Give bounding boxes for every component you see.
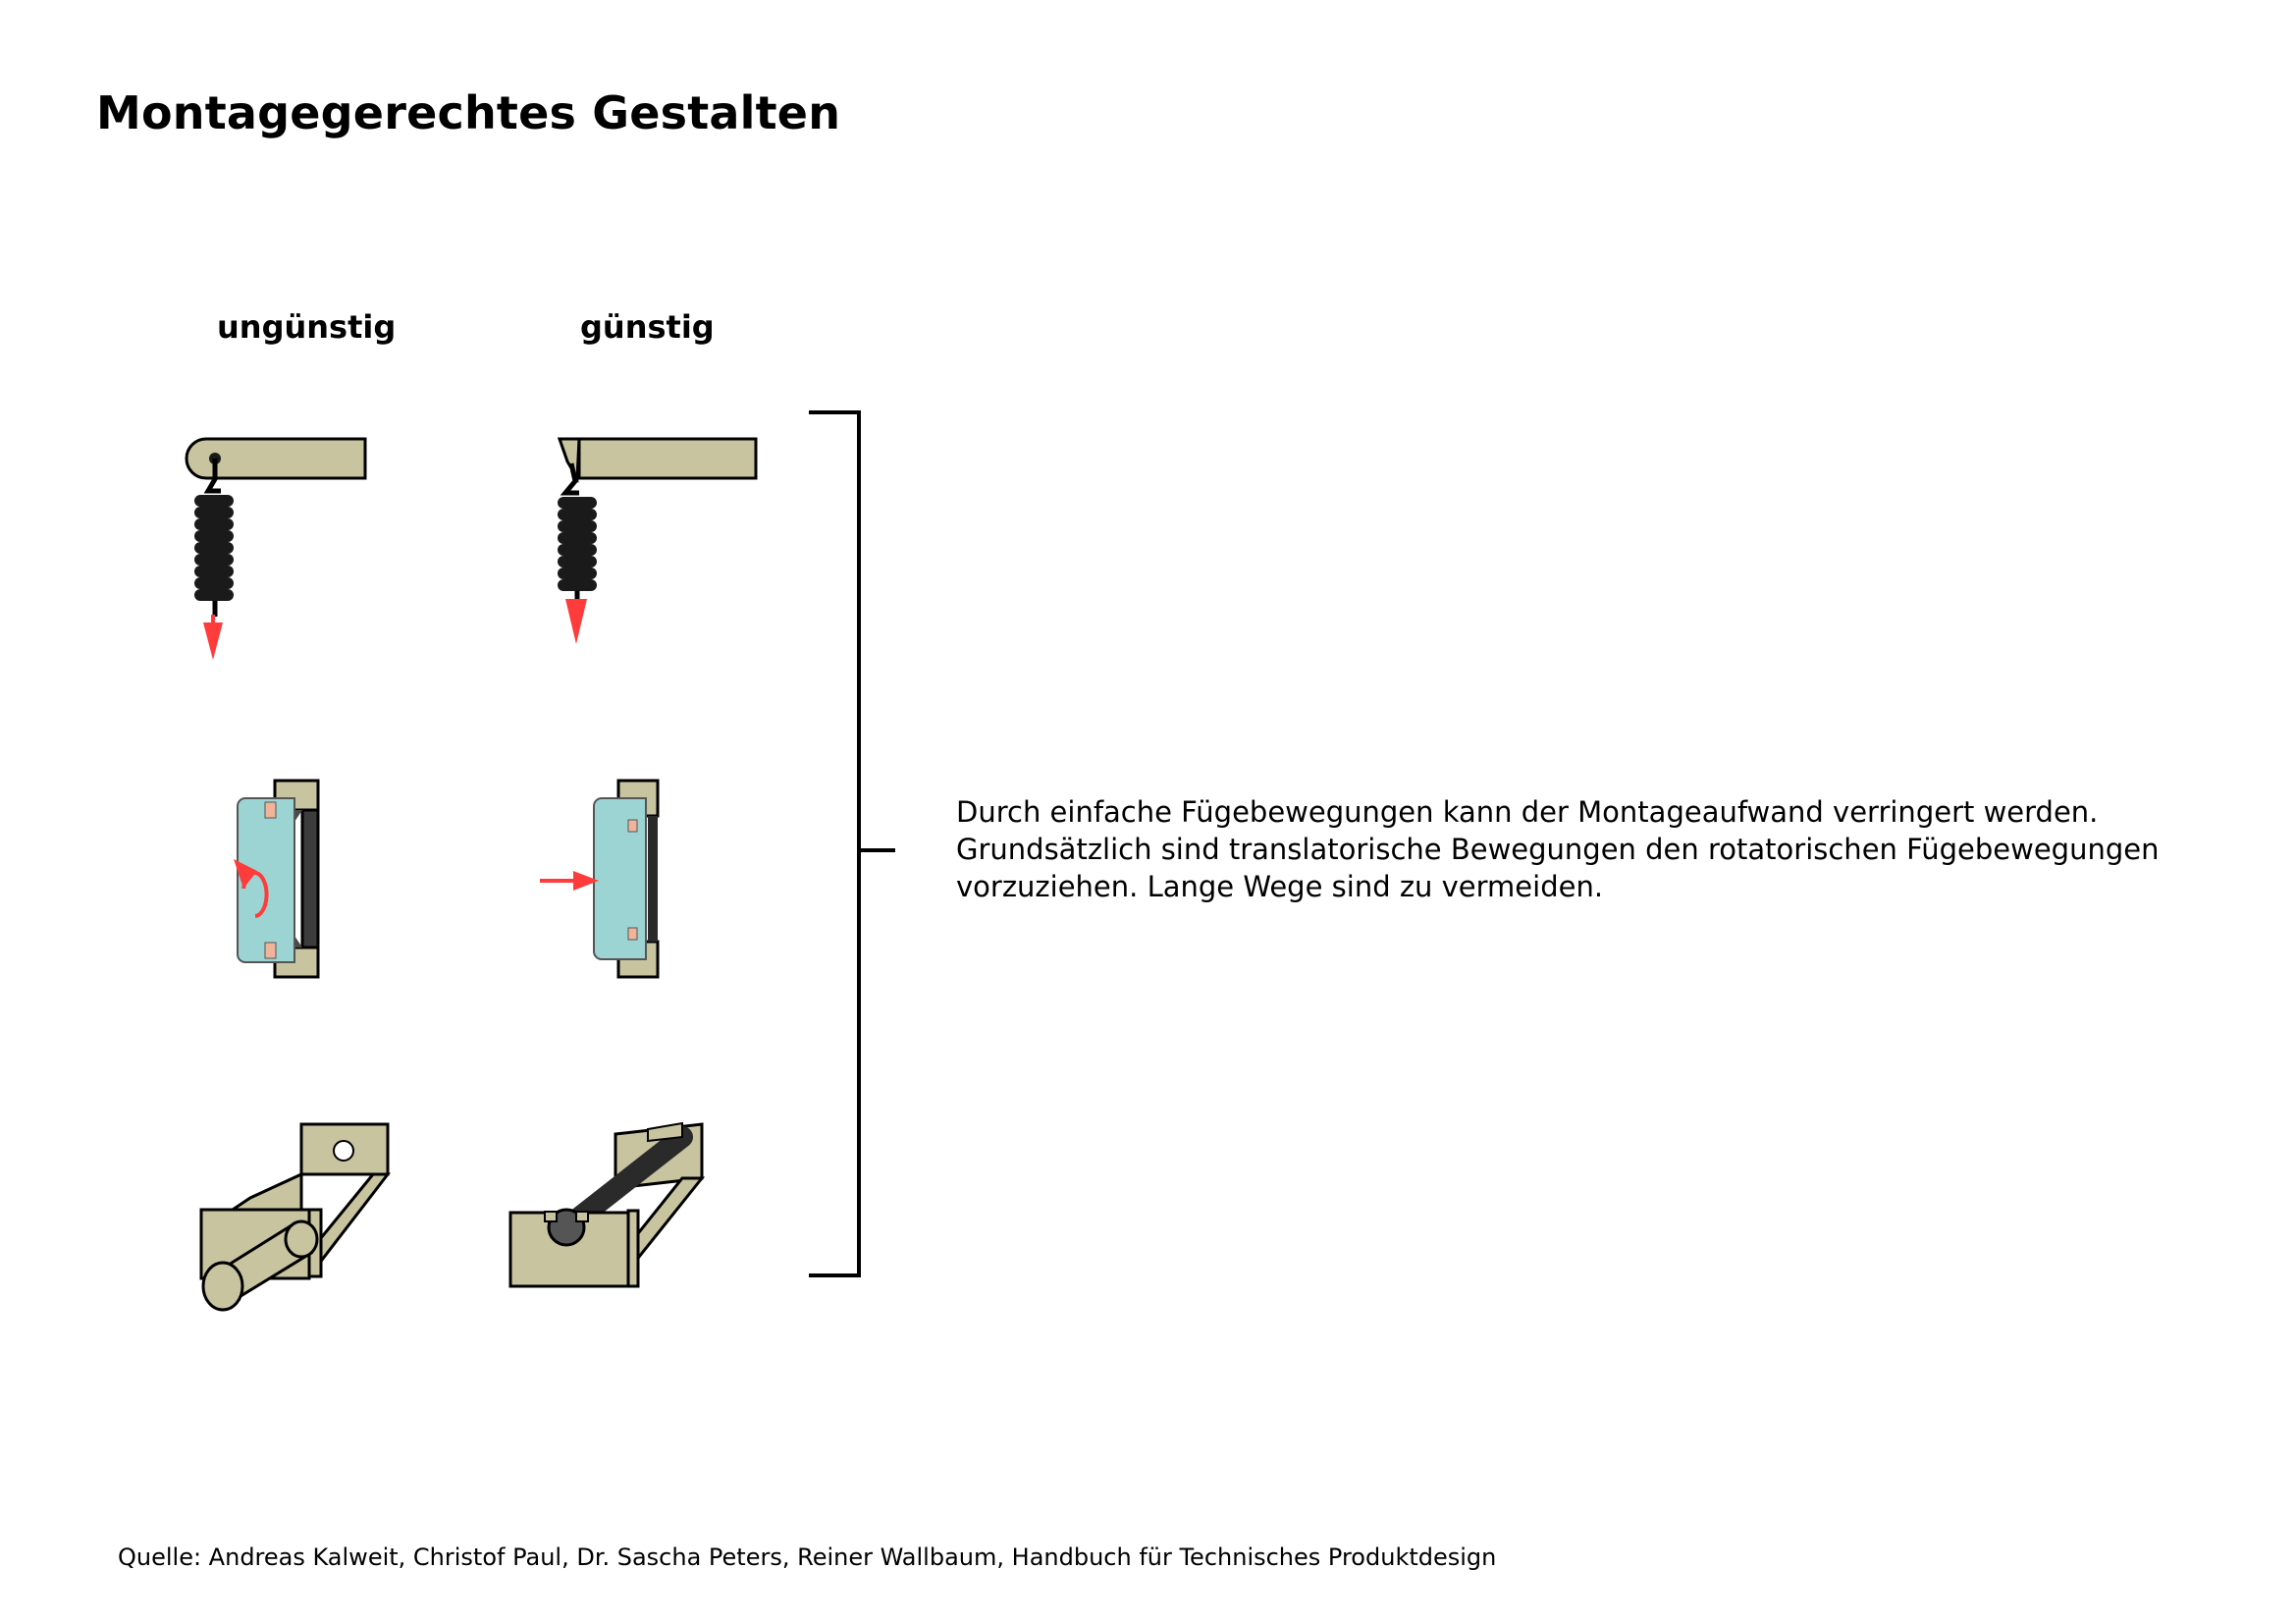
insert-translatory-favorable-figure bbox=[530, 781, 677, 987]
spring-hook-favorable-figure bbox=[550, 422, 746, 668]
grouping-bracket bbox=[805, 407, 903, 1281]
column-header-unfavorable: ungünstig bbox=[217, 308, 397, 346]
description-text bbox=[956, 793, 2159, 905]
page-title: Montagegerechtes Gestalten bbox=[96, 86, 841, 139]
bracket-rod-favorable-figure bbox=[506, 1110, 712, 1306]
column-header-favorable: günstig bbox=[580, 308, 715, 346]
bracket-pin-unfavorable-figure bbox=[191, 1119, 407, 1316]
spring-hook-unfavorable-figure bbox=[187, 422, 383, 668]
insert-rotary-unfavorable-figure bbox=[196, 781, 344, 987]
description-line: Durch einfache Fügebewegungen kann der Montageaufwand verringert werden. bbox=[956, 795, 2099, 829]
description-line: Grundsätzlich sind translatorische Bewegungen den rotatorischen Fügebewegungen bbox=[956, 833, 2160, 866]
description-line: vorzuziehen. Lange Wege sind zu vermeiden. bbox=[956, 870, 1604, 903]
source-citation: Quelle: Andreas Kalweit, Christof Paul, Dr. Sascha Peters, Reiner Wallbaum, Handbuch für Technisches Produktdesign bbox=[118, 1543, 1497, 1571]
